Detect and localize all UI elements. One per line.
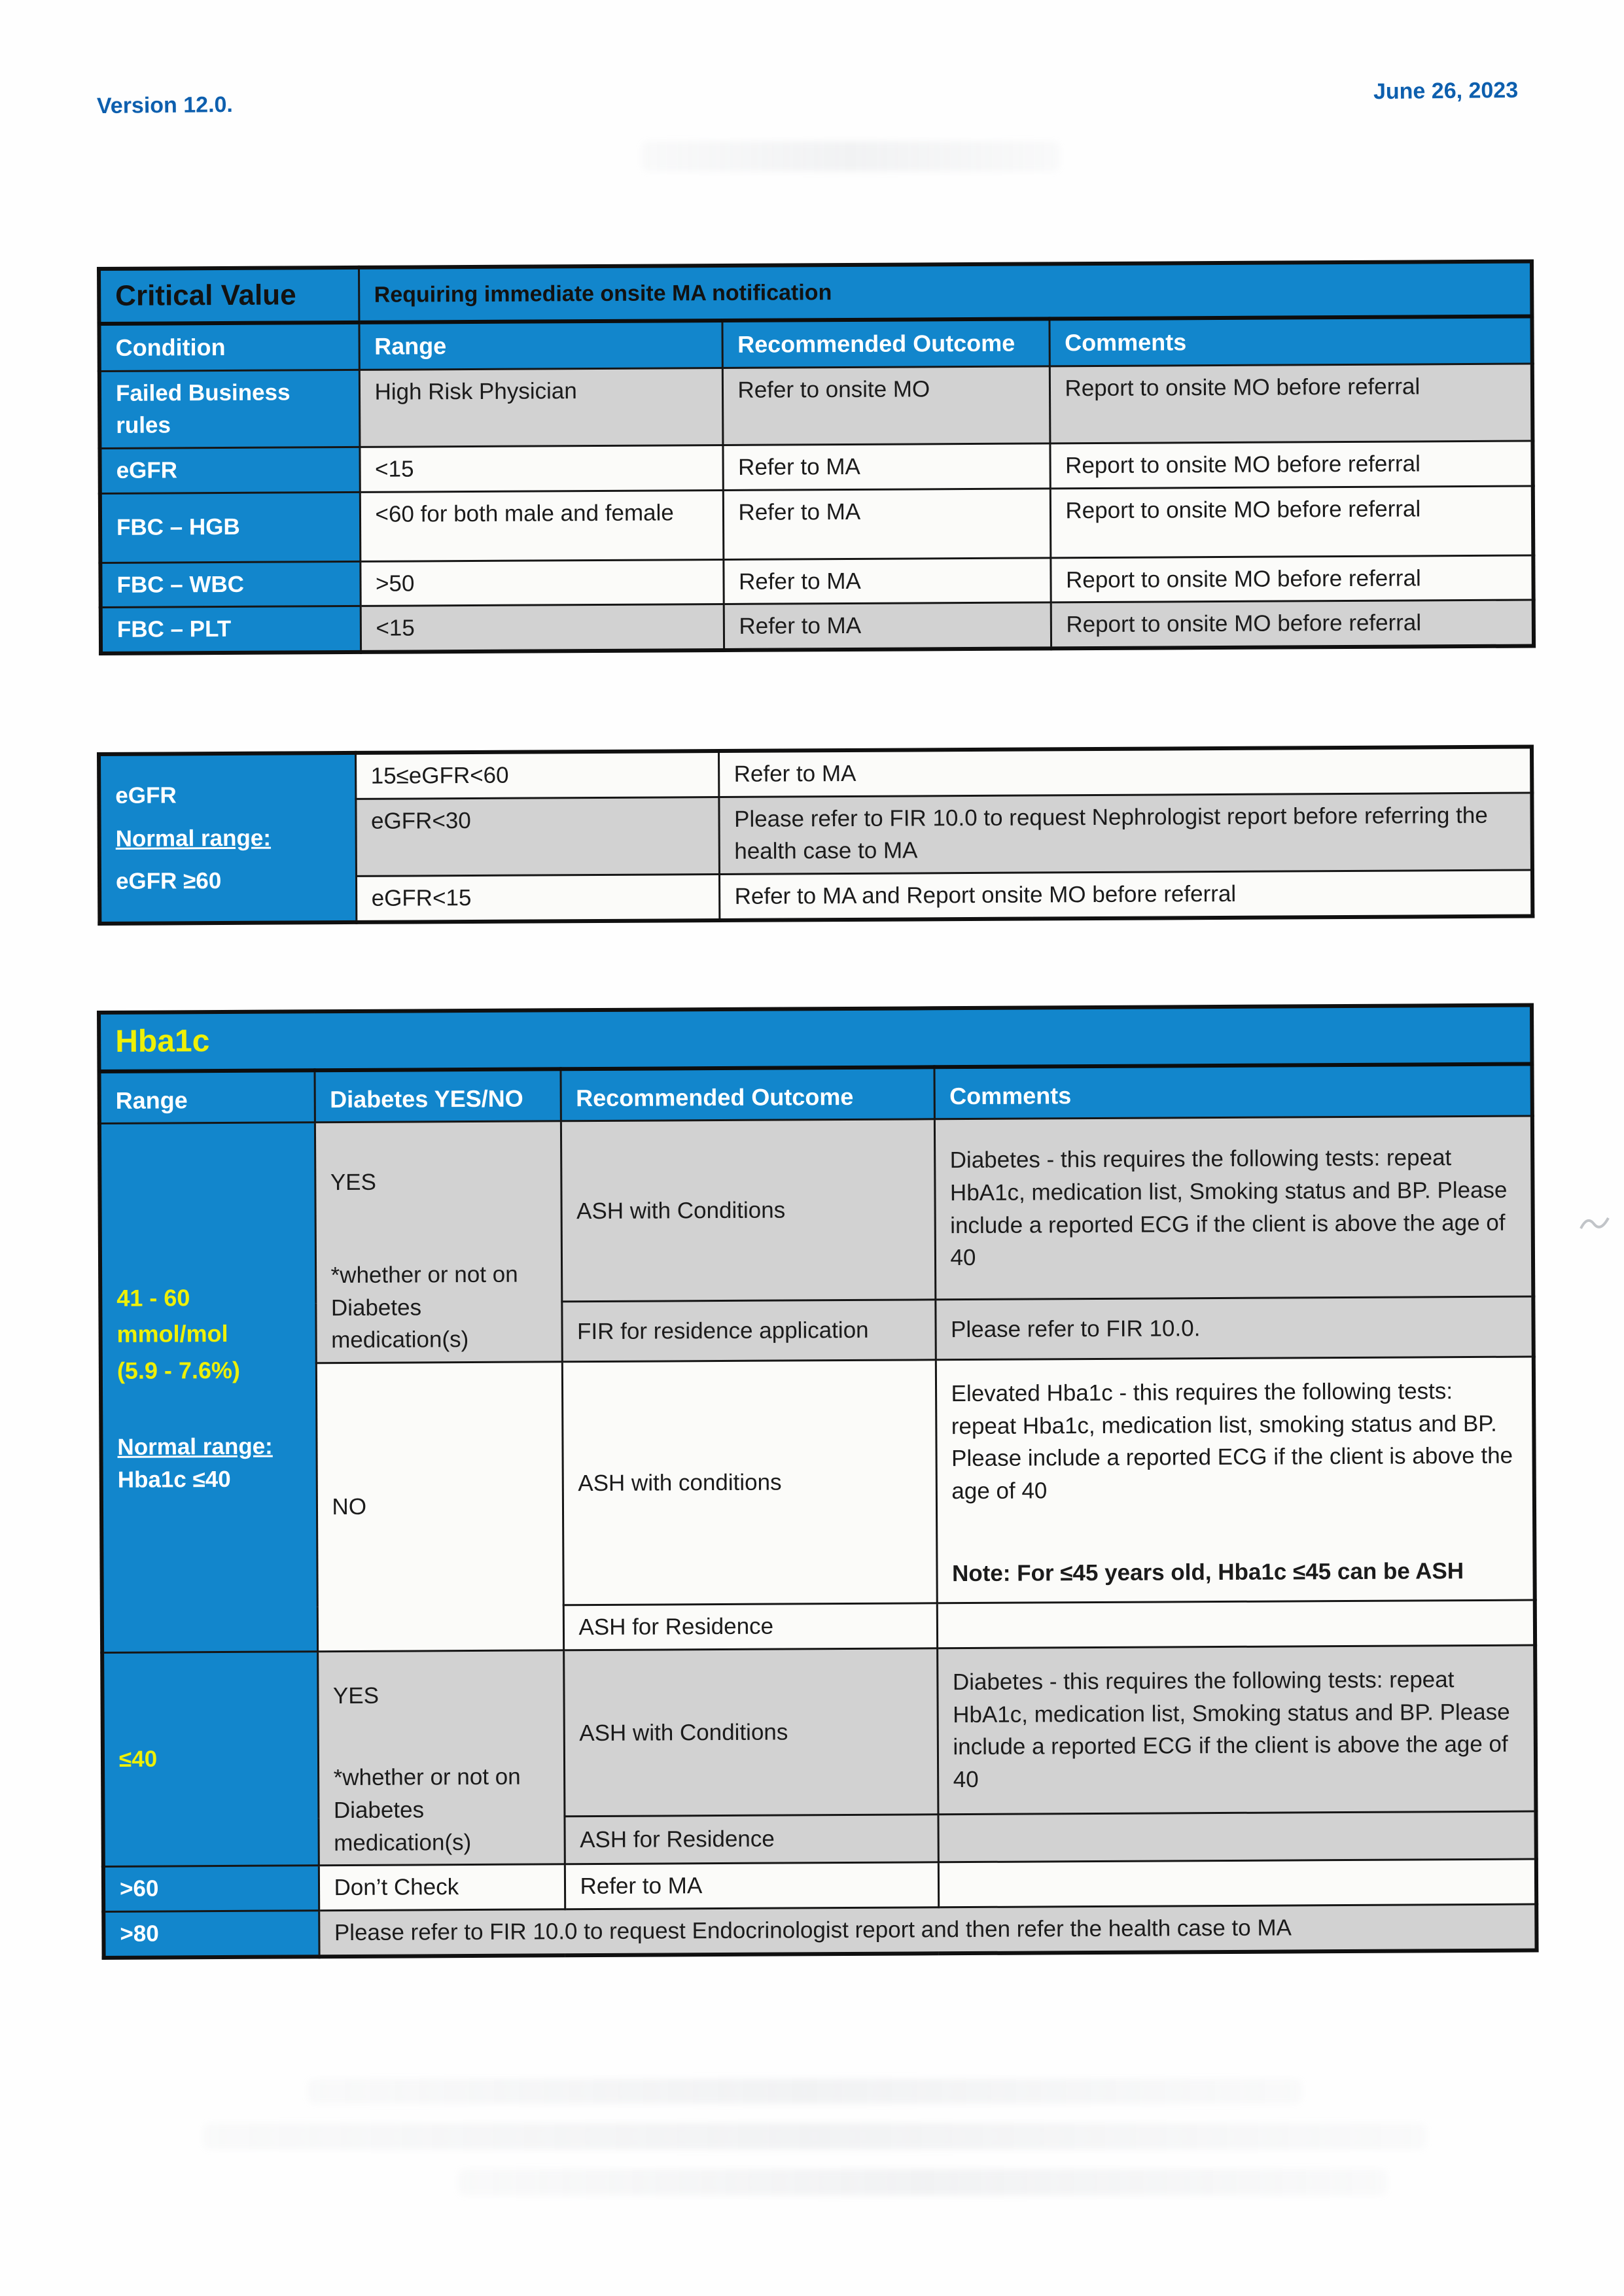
version-label: Version 12.0. (96, 92, 234, 119)
cell-condition: FBC – PLT (101, 606, 361, 653)
table-row (99, 1116, 1533, 1304)
cell-condition: Failed Business rules (99, 370, 360, 448)
critical-title-row (99, 262, 1532, 324)
egfr-normal-range-label: Normal range: (115, 825, 272, 852)
hba1c-header-row (99, 1064, 1532, 1124)
range-value: ≤40 (118, 1746, 158, 1773)
cell-comments: Report to onsite MO before referral (1050, 364, 1533, 444)
diabetes-yes-label: YES (332, 1682, 380, 1709)
diabetes-no-label: NO (332, 1493, 367, 1520)
critical-table-subtitle: Requiring immediate onsite MA notification (359, 262, 1532, 323)
range-value-line: (5.9 - 7.6%) (116, 1357, 241, 1385)
table-row (99, 364, 1533, 449)
cell-comments-merged: Please refer to FIR 10.0 to request Endocrinologist report and then refer the health case to MA (319, 1904, 1536, 1957)
table-row (100, 486, 1534, 563)
cell-outcome: Refer to onsite MO (722, 366, 1050, 445)
cell-range: eGFR<30 (355, 797, 719, 876)
critical-value-table (97, 260, 1536, 656)
table-row (101, 600, 1534, 653)
cell-outcome: ASH for Residence (564, 1815, 938, 1864)
col-header-condition: Condition (99, 322, 359, 371)
cell-outcome: Please refer to FIR 10.0 to request Nephrologist report before referring the health case to MA (718, 793, 1532, 875)
egfr-normal-range-value: eGFR ≥60 (115, 868, 222, 895)
col-header-outcome: Recommended Outcome (722, 319, 1049, 368)
cell-comments: Diabetes - this requires the following tests: repeat HbA1c, medication list, Smoking status and BP. Please include a reported ECG if the client is above the age of 40 (937, 1645, 1536, 1815)
hba1c-title-row (99, 1005, 1532, 1072)
cell-outcome: Refer to MA (723, 489, 1051, 560)
scan-smudge (641, 141, 1060, 171)
cell-comments: Report to onsite MO before referral (1051, 600, 1534, 648)
col-header-comments: Comments (1049, 317, 1532, 366)
range-value-line: mmol/mol (116, 1320, 228, 1348)
normal-range-label: Normal range: (117, 1433, 273, 1460)
critical-header-row (99, 317, 1532, 371)
diabetes-yes-cell (317, 1650, 565, 1866)
cell-condition: eGFR (99, 447, 359, 493)
table-row (99, 747, 1532, 801)
pen-mark (1576, 1209, 1617, 1238)
cell-outcome: Refer to MA (724, 602, 1051, 650)
cell-comments: Report to onsite MO before referral (1050, 441, 1532, 489)
cell-range: eGFR<15 (356, 875, 719, 922)
table-row (100, 555, 1533, 608)
cell-outcome: Refer to MA (718, 747, 1532, 797)
critical-table-title: Critical Value (99, 268, 359, 324)
cell-outcome: Refer to MA (565, 1862, 938, 1909)
cell-comments: Diabetes - this requires the following tests: repeat HbA1c, medication list, Smoking status and BP. Please include a reported ECG if the client is above the age of 40 (934, 1116, 1533, 1300)
cell-outcome: FIR for residence application (561, 1300, 935, 1362)
hba1c-table-title: Hba1c (99, 1005, 1532, 1072)
date-label: June 26, 2023 (1373, 77, 1519, 105)
cell-range: High Risk Physician (359, 368, 723, 447)
cell-range: >50 (360, 559, 723, 606)
egfr-table (97, 745, 1534, 926)
cell-range: <15 (361, 604, 724, 652)
scan-smudge (203, 2123, 1426, 2149)
cell-outcome: ASH with conditions (562, 1360, 937, 1605)
cell-comments (936, 1357, 1535, 1603)
scan-smudge (308, 2079, 1302, 2104)
col-header-comments: Comments (934, 1064, 1532, 1119)
cell-range: 15≤eGFR<60 (355, 751, 718, 799)
cell-outcome: ASH with Conditions (563, 1648, 938, 1816)
diabetes-yes-note: *whether or not on Diabetes medication(s) (330, 1261, 518, 1353)
cell-outcome: Refer to MA (722, 444, 1050, 490)
egfr-label-cell (99, 753, 356, 924)
cell-range: <15 (359, 445, 722, 492)
cell-diabetes: Don’t Check (319, 1864, 565, 1911)
range-value-line: 41 - 60 (116, 1283, 190, 1312)
egfr-label-title: eGFR (115, 782, 177, 809)
comments-text: Elevated Hba1c - this requires the following tests: repeat Hba1c, medication list, smoking status and BP. Please include a reported ECG if the client is above the age of 40 (951, 1378, 1513, 1505)
cell-condition: FBC – WBC (100, 561, 360, 608)
range-41-60-cell (99, 1122, 317, 1652)
cell-outcome: Refer to MA and Report onsite MO before referral (719, 870, 1532, 920)
cell-condition: FBC – HGB (100, 492, 361, 563)
diabetes-yes-label: YES (330, 1170, 377, 1196)
cell-comments (937, 1600, 1535, 1648)
range-le40-cell (102, 1651, 319, 1866)
cell-range: <60 for both male and female (360, 490, 724, 561)
diabetes-yes-note: *whether or not on Diabetes medication(s) (333, 1764, 521, 1856)
cell-comments: Report to onsite MO before referral (1050, 555, 1533, 603)
table-row (99, 441, 1532, 493)
diabetes-yes-cell (315, 1121, 562, 1363)
diabetes-no-cell (316, 1362, 563, 1652)
hba1c-table (97, 1003, 1539, 1960)
cell-comments: Report to onsite MO before referral (1050, 486, 1534, 558)
scan-smudge (458, 2169, 1387, 2195)
cell-comments: Please refer to FIR 10.0. (935, 1296, 1533, 1360)
col-header-range: Range (359, 321, 722, 370)
cell-outcome: ASH for Residence (563, 1603, 937, 1650)
range-gt60-cell: >60 (103, 1866, 319, 1911)
table-row (103, 1904, 1536, 1958)
table-row (102, 1645, 1536, 1819)
cell-comments (938, 1811, 1536, 1862)
col-header-range: Range (99, 1070, 314, 1123)
cell-outcome: ASH with Conditions (561, 1119, 935, 1302)
comments-note: Note: For ≤45 years old, Hba1c ≤45 can be ASH (951, 1557, 1464, 1586)
table-row (103, 1859, 1536, 1911)
col-header-outcome: Recommended Outcome (560, 1067, 934, 1121)
range-gt80-cell: >80 (103, 1911, 319, 1958)
cell-comments (938, 1859, 1536, 1907)
normal-range-value: Hba1c ≤40 (117, 1466, 231, 1493)
col-header-diabetes: Diabetes YES/NO (314, 1069, 560, 1122)
cell-outcome: Refer to MA (723, 558, 1050, 604)
